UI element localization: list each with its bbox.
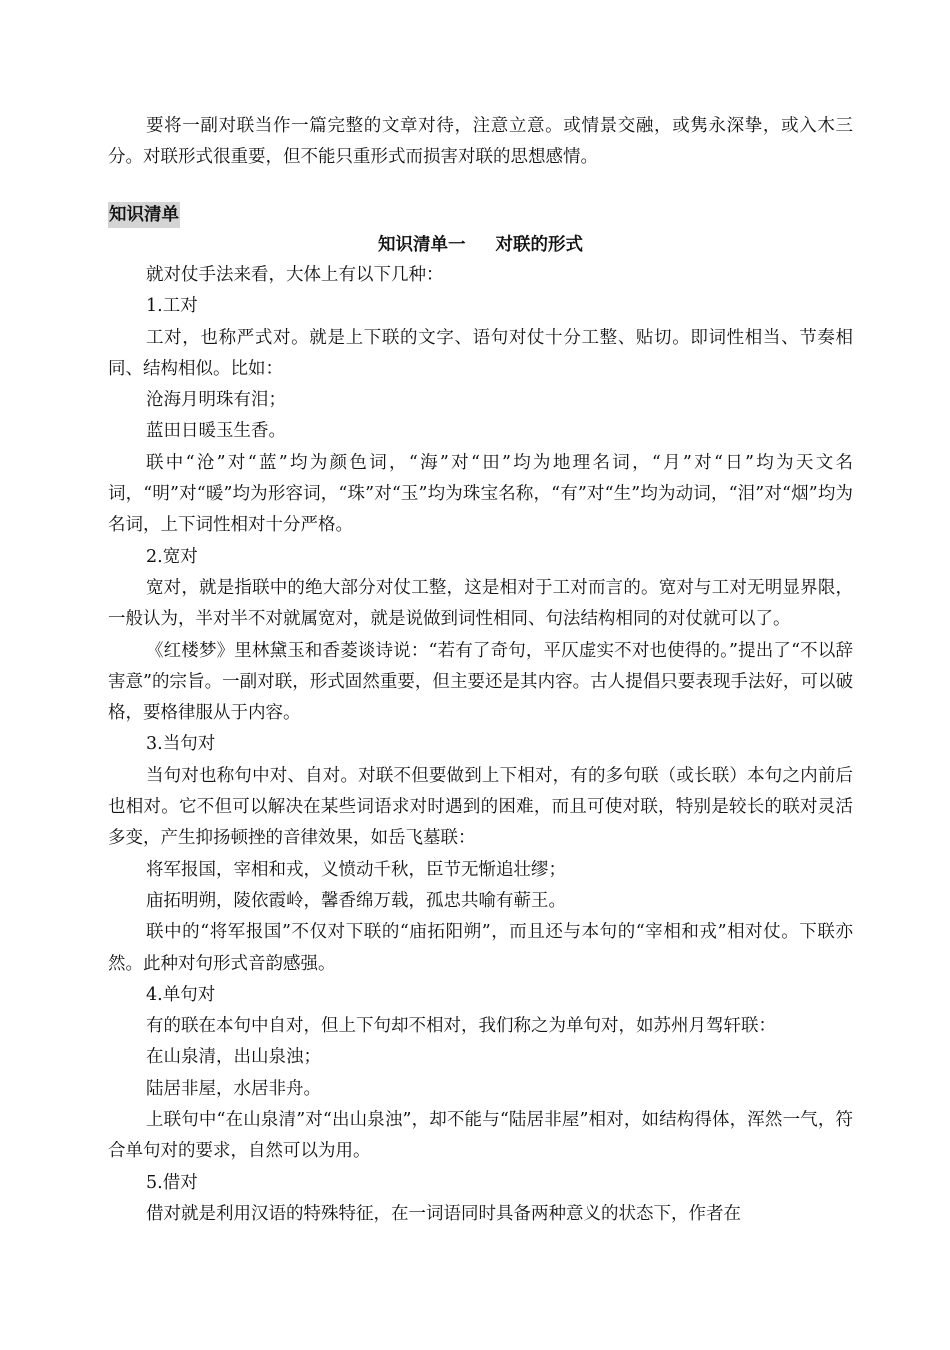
- body-paragraph: 2.宽对: [146, 546, 198, 567]
- intro-section: [108, 111, 853, 174]
- section-title: [108, 231, 853, 259]
- intro-paragraph: 要将一副对联当作一篇完整的文章对待，注意立意。或情景交融，或隽永深挚，或入木三分。对联形式很重要，但不能只重形式而损害对联的思想感情。: [108, 116, 853, 168]
- body-paragraph: 上联句中“在山泉清”对“出山泉浊”，却不能与“陆居非屋”相对，如结构得体，浑然一气，符合单句对的要求，自然可以为用。: [108, 1110, 853, 1162]
- body-paragraph: 就对仗手法来看，大体上有以下几种：: [146, 265, 444, 285]
- body-paragraph: 借对就是利用汉语的特殊特征，在一词语同时具备两种意义的状态下，作者在: [146, 1203, 741, 1224]
- body-paragraph: 在山泉清，出山泉浊；: [146, 1047, 321, 1068]
- section-title-part2: 对联的形式: [495, 235, 583, 255]
- body-paragraph: 当句对也称句中对、自对。对联不但要做到上下相对，有的多句联（或长联）本句之内前后也相对。它不但可以解决在某些词语求对时遇到的困难，而且可使对联，特别是较长的联对灵活多变，产生抑扬顿挫的音律效果，如岳飞墓联：: [108, 765, 853, 849]
- body-paragraph: 4.单句对: [146, 984, 216, 1005]
- body-paragraph: 庙拓明朔，陵依霞岭，馨香绵万载，孤忠共喻有蕲王。: [146, 890, 566, 911]
- section-label: 知识清单: [108, 202, 180, 228]
- body-paragraph: 宽对，就是指联中的绝大部分对仗工整，这是相对于工对而言的。宽对与工对无明显界限，一般认为，半对半不对就属宽对，就是说做到词性相同、句法结构相同的对仗就可以了。: [108, 577, 853, 630]
- body-section: [108, 260, 853, 1230]
- body-paragraph: 陆居非屋，水居非舟。: [146, 1078, 321, 1099]
- body-paragraph: 联中的“将军报国”不仅对下联的“庙拓阳朔”，而且还与本句的“宰相和戎”相对仗。下联亦然。此种对句形式音韵感强。: [108, 922, 853, 974]
- body-paragraph: 有的联在本句中自对，但上下句却不相对，我们称之为单句对，如苏州月驾轩联：: [146, 1016, 776, 1037]
- body-paragraph: 将军报国，宰相和戎，义愤动千秋，臣节无惭追壮缪；: [146, 859, 566, 880]
- body-paragraph: 1.工对: [146, 296, 198, 317]
- body-paragraph: 3.当句对: [146, 734, 216, 755]
- body-paragraph: 工对，也称严式对。就是上下联的文字、语句对仗十分工整、贴切。即词性相当、节奏相同、结构相似。比如：: [108, 327, 853, 379]
- body-paragraph: 联中“沧”对“蓝”均为颜色词，“海”对“田”均为地理名词，“月”对“日”均为天文名词，“明”对“暖”均为形容词，“珠”对“玉”均为珠宝名称，“有”对“生”均为动词，“泪”对“烟”均为名词，上下词性相对十分严格。: [108, 452, 853, 536]
- section-title-part1: 知识清单一: [378, 235, 466, 255]
- body-paragraph: 沧海月明珠有泪；: [146, 390, 286, 411]
- body-paragraph: 《红楼梦》里林黛玉和香菱谈诗说：“若有了奇句，平仄虚实不对也使得的。”提出了“不以辞害意”的宗旨。一副对联，形式固然重要，但主要还是其内容。古人提倡只要表现手法好，可以破格，要格律服从于内容。: [108, 640, 853, 724]
- body-paragraph: 蓝田日暖玉生香。: [146, 421, 286, 442]
- body-paragraph: 5.借对: [146, 1172, 198, 1193]
